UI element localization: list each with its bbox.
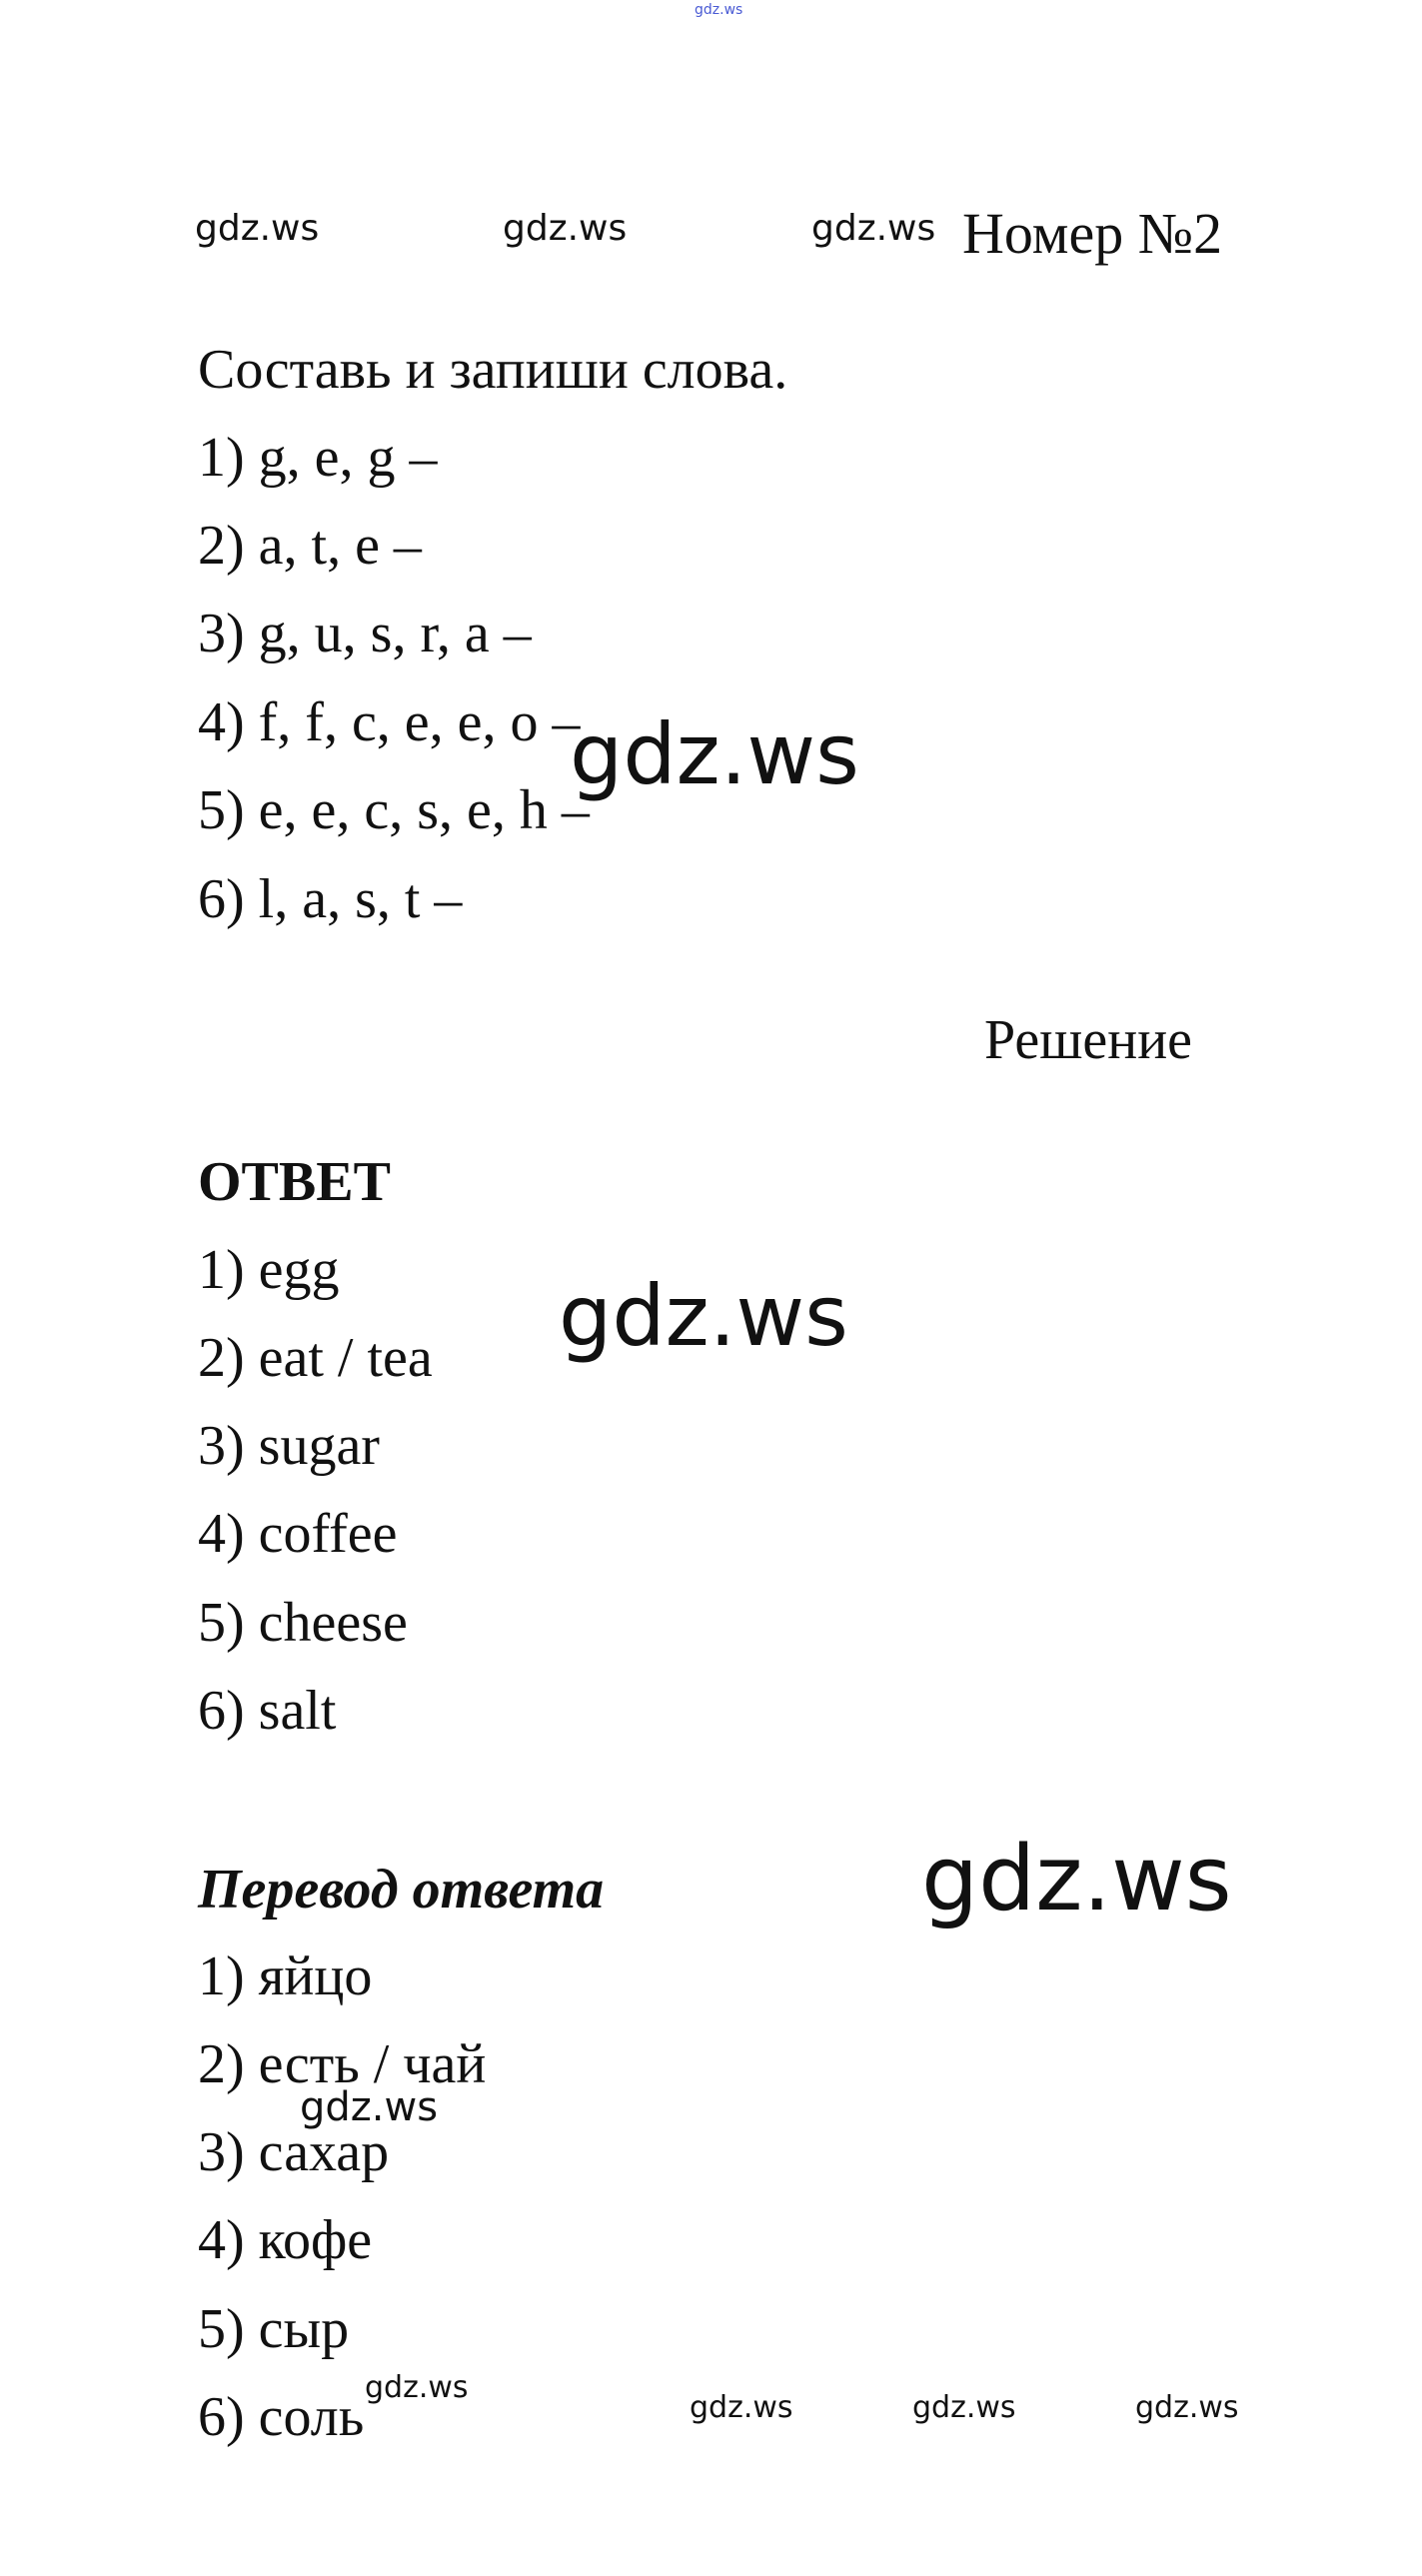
answer-item-1: 1) egg — [198, 1239, 340, 1301]
page-title: Номер №2 — [962, 201, 1223, 266]
bottom-watermark-2: gdz.ws — [690, 2390, 793, 2425]
answer-item-5: 5) cheese — [198, 1592, 408, 1654]
header-watermark-3: gdz.ws — [811, 208, 936, 249]
bottom-watermark-3: gdz.ws — [912, 2390, 1016, 2425]
header-watermark-1: gdz.ws — [195, 208, 320, 249]
translation-item-3: 3) сахар — [198, 2121, 390, 2183]
header-watermark-2: gdz.ws — [503, 208, 628, 249]
answer-item-2: 2) eat / tea — [198, 1327, 433, 1389]
translation-item-4: 4) кофе — [198, 2209, 373, 2271]
translation-item-5: 5) сыр — [198, 2298, 350, 2360]
translation-item-1: 1) яйцо — [198, 1945, 373, 2007]
translation-item-2: 2) есть / чай — [198, 2033, 487, 2095]
bottom-watermark-1: gdz.ws — [365, 2370, 469, 2405]
task-item-1: 1) g, e, g – — [198, 427, 438, 489]
translation-watermark-small: gdz.ws — [300, 2084, 439, 2130]
solution-label: Решение — [984, 1009, 1193, 1071]
bottom-watermark-4: gdz.ws — [1135, 2390, 1239, 2425]
answer-item-3: 3) sugar — [198, 1415, 380, 1477]
task-instruction: Составь и запиши слова. — [198, 339, 788, 401]
answer-item-4: 4) coffee — [198, 1503, 398, 1565]
task-watermark: gdz.ws — [570, 705, 859, 803]
top-watermark: gdz.ws — [695, 2, 743, 18]
answer-heading: ОТВЕТ — [198, 1151, 391, 1213]
translation-watermark-large: gdz.ws — [921, 1827, 1232, 1932]
task-item-3: 3) g, u, s, r, a – — [198, 603, 532, 664]
answer-watermark: gdz.ws — [559, 1267, 848, 1365]
translation-heading: Перевод ответа — [198, 1859, 605, 1921]
task-item-6: 6) l, a, s, t – — [198, 868, 463, 930]
task-item-4: 4) f, f, c, e, e, o – — [198, 691, 581, 753]
answer-item-6: 6) salt — [198, 1680, 337, 1742]
task-item-5: 5) e, e, c, s, e, h – — [198, 779, 590, 841]
translation-item-6: 6) соль — [198, 2386, 365, 2448]
task-item-2: 2) a, t, e – — [198, 515, 422, 577]
